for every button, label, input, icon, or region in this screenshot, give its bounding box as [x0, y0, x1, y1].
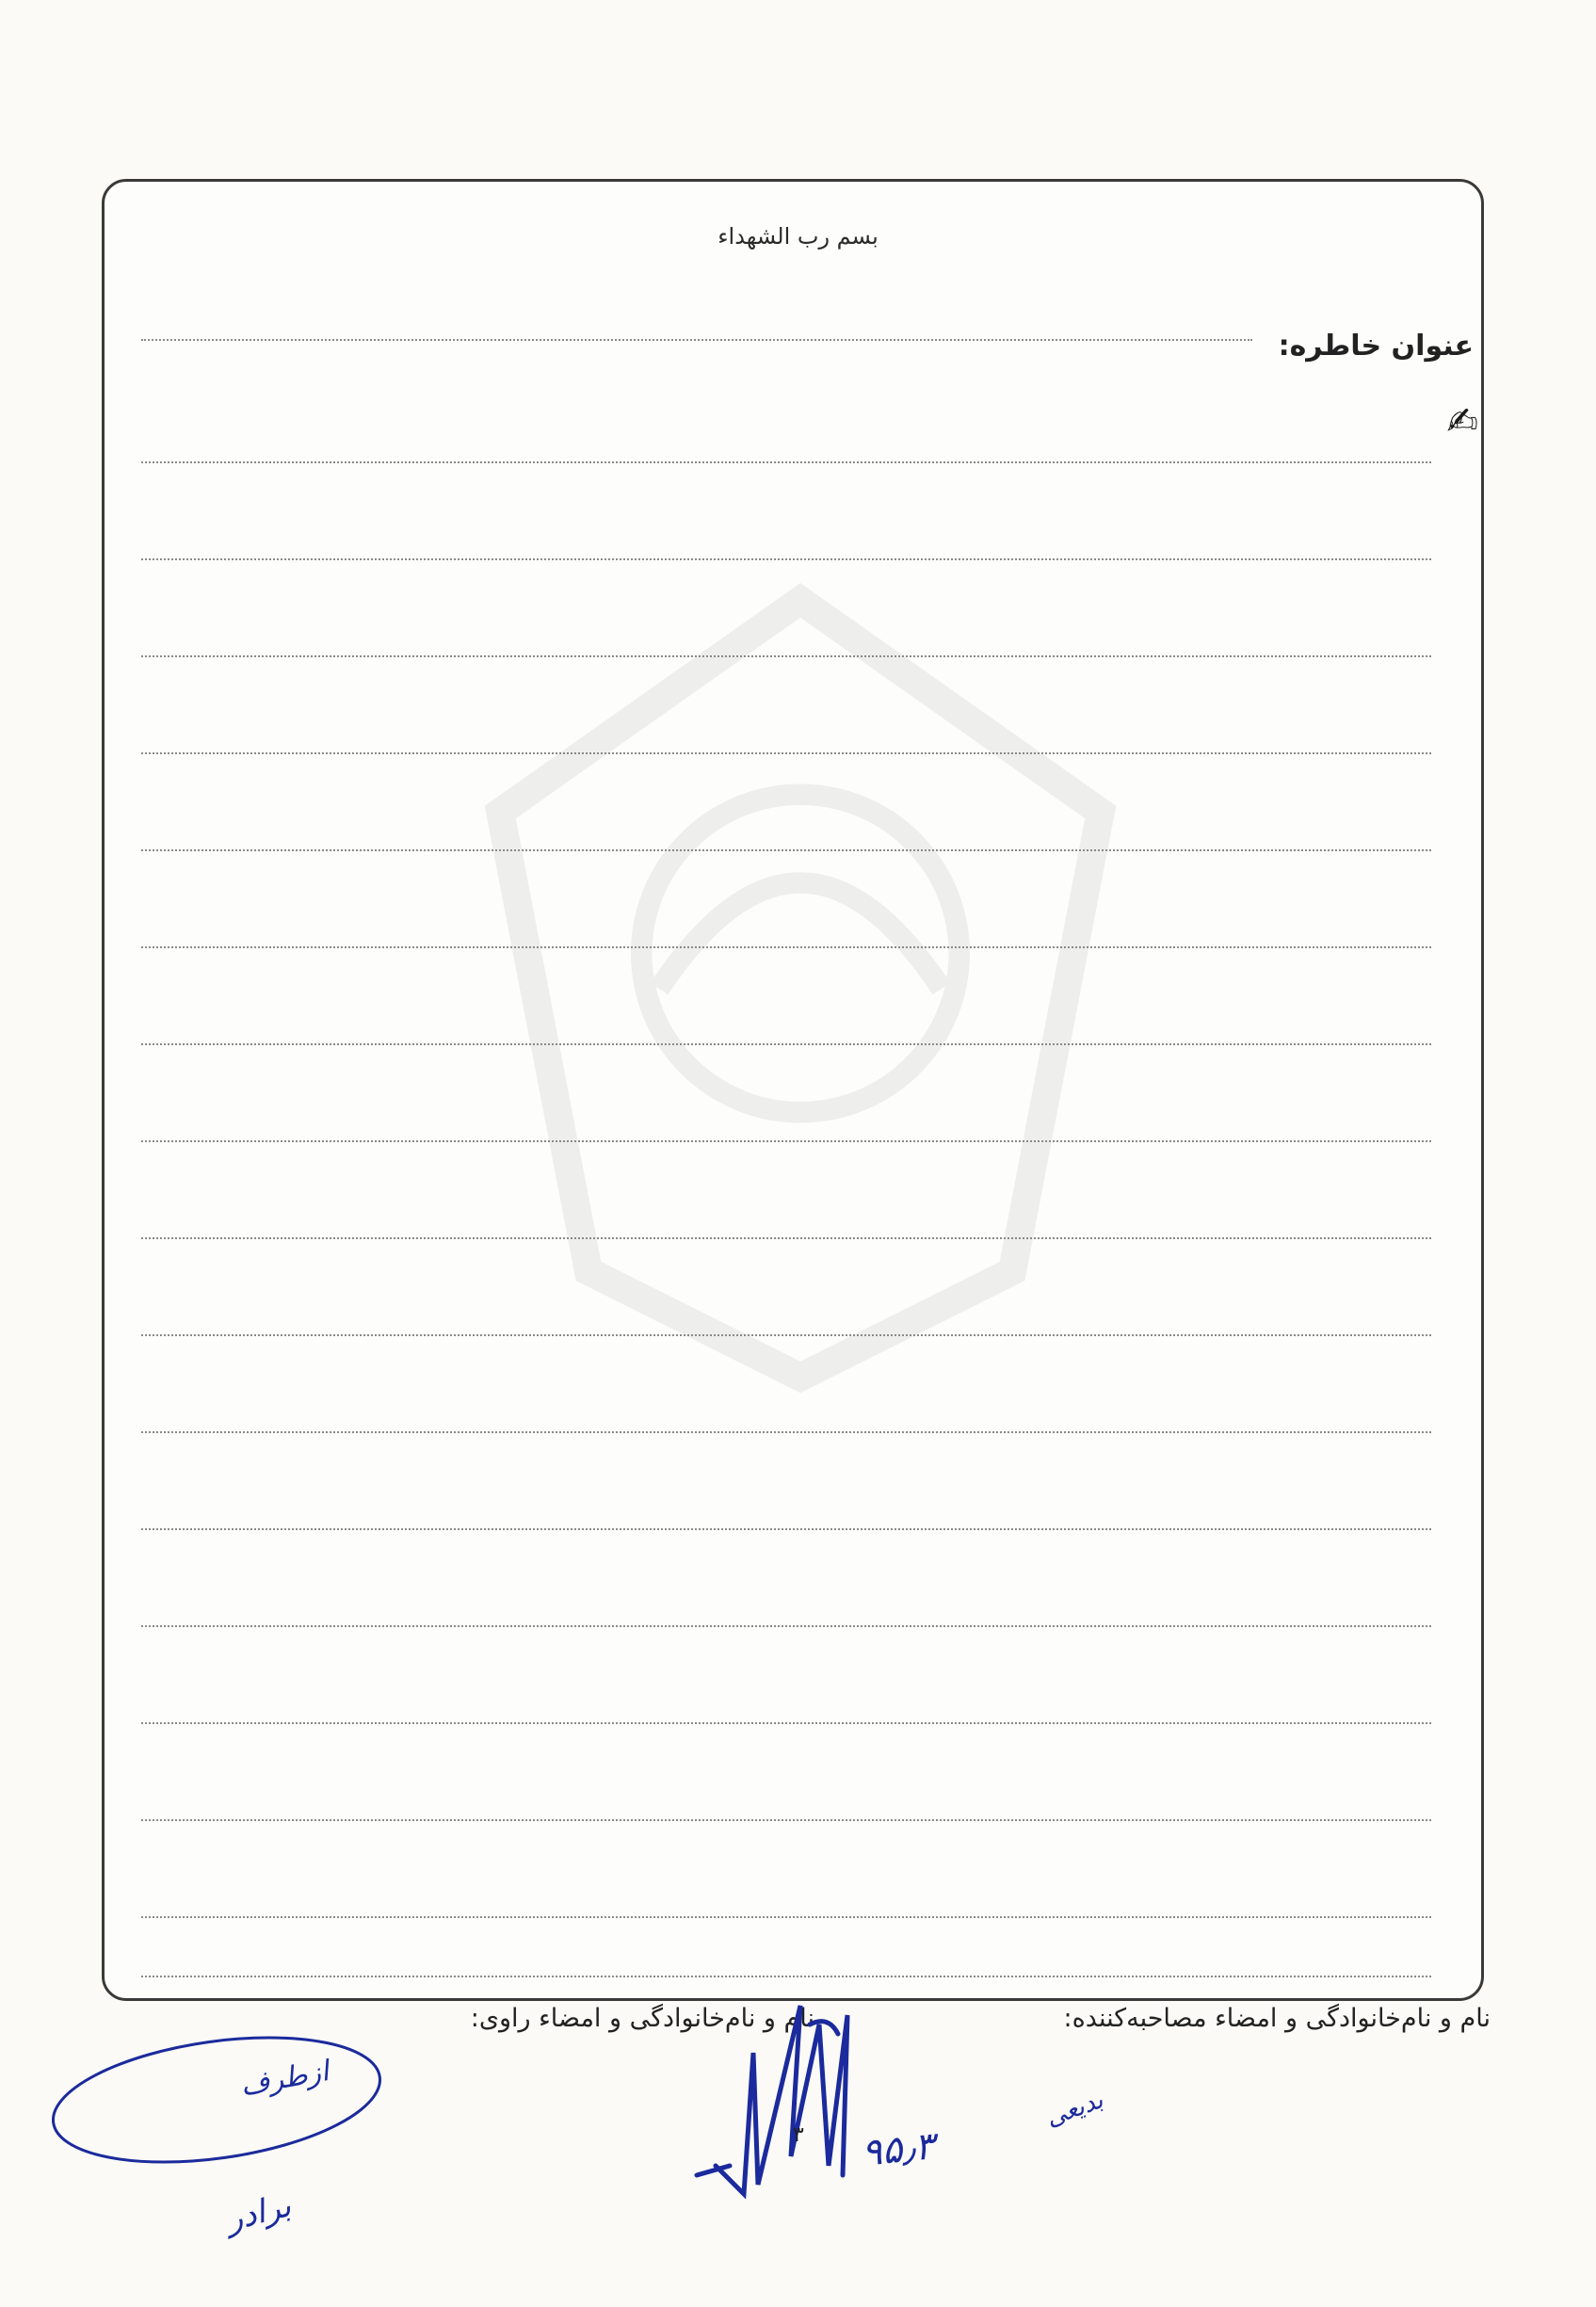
writing-rule	[141, 1043, 1431, 1045]
writing-rule	[141, 849, 1431, 851]
page-number: ۳	[793, 2123, 804, 2147]
narrator-signature-oval	[45, 2019, 388, 2181]
writing-rule	[141, 752, 1431, 754]
writing-rule	[141, 1237, 1431, 1239]
pen-icon: ✍	[1446, 400, 1478, 444]
narrator-relation-signature: برادر	[222, 2186, 296, 2239]
writing-rule	[141, 1976, 1431, 1977]
narrator-label: نام و نام‌خانوادگی و امضاء راوی:	[470, 2004, 814, 2033]
writing-rule	[141, 1819, 1431, 1821]
writing-rule	[141, 1722, 1431, 1724]
writing-rule	[141, 1528, 1431, 1530]
title-rule	[141, 339, 1252, 341]
emblem-watermark	[443, 565, 1158, 1412]
writing-rule	[141, 1140, 1431, 1142]
writing-rule	[141, 1625, 1431, 1627]
date-word: بدیعی	[1041, 2086, 1107, 2133]
date-note: ۹۵٫۳	[859, 2124, 937, 2175]
interviewer-signature	[697, 2006, 847, 2194]
header-title: بسم رب الشهداء	[717, 223, 879, 250]
memory-title-label: عنوان خاطره:	[1278, 330, 1474, 363]
writing-rule	[141, 1431, 1431, 1433]
writing-rule	[141, 558, 1431, 560]
writing-rule	[141, 655, 1431, 657]
writing-rule	[141, 1916, 1431, 1918]
writing-rule	[141, 461, 1431, 463]
narrator-name-signature: ازطرف	[237, 2055, 331, 2103]
interviewer-label: نام و نام‌خانوادگی و امضاء مصاحبه‌کننده:	[1063, 2004, 1491, 2033]
writing-rule	[141, 946, 1431, 948]
writing-rule	[141, 1334, 1431, 1336]
